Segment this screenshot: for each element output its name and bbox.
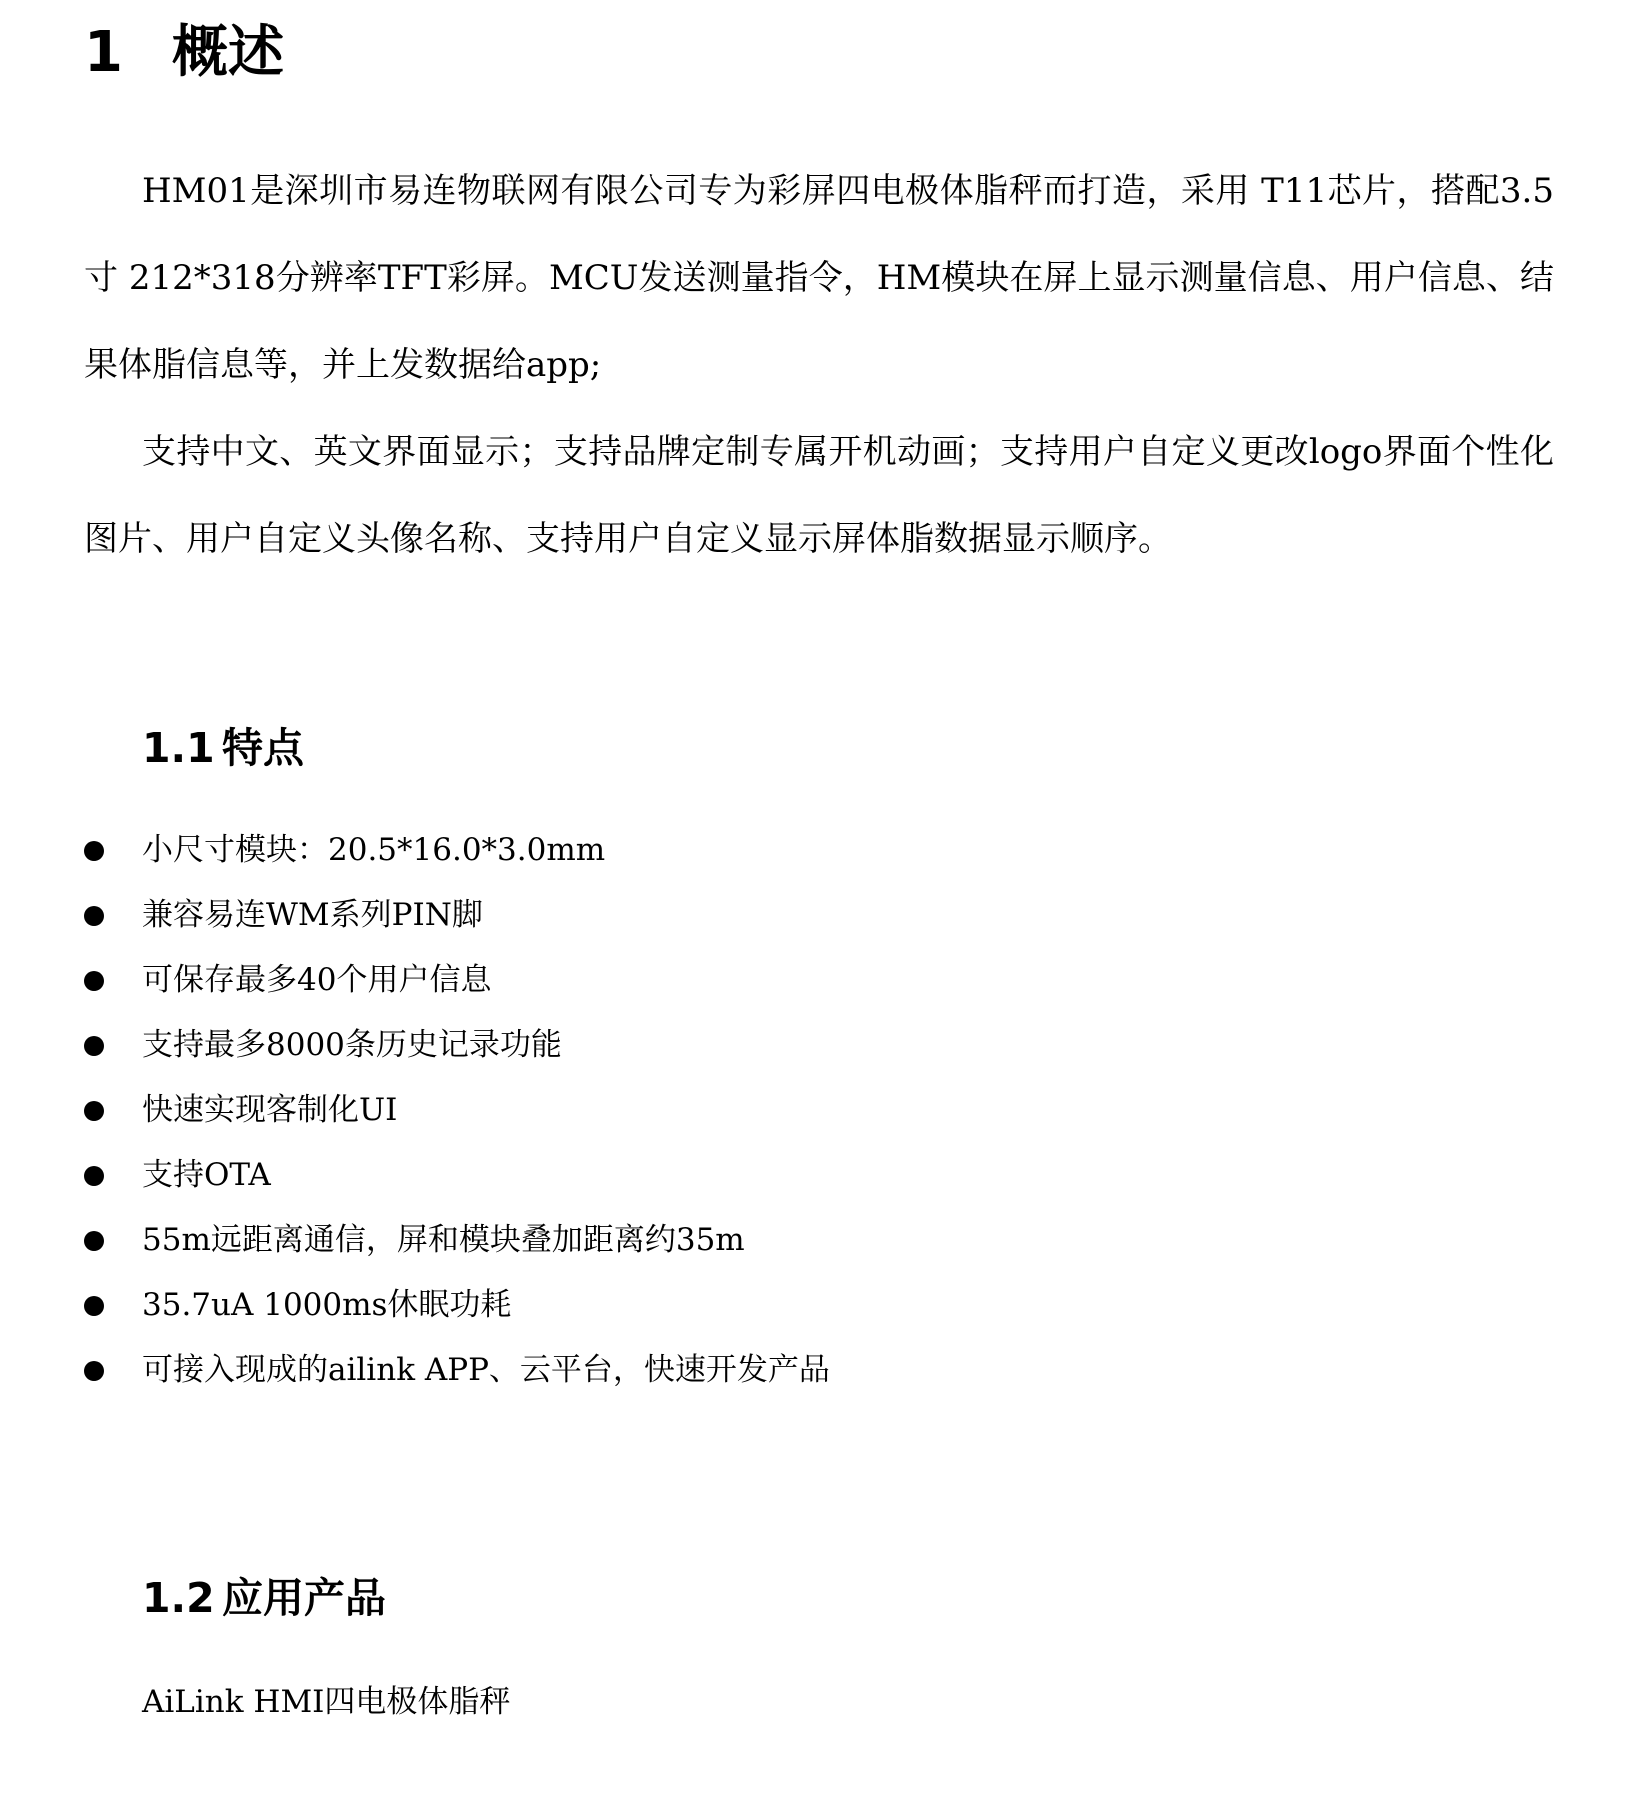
feature-list	[84, 818, 830, 1403]
list-item	[84, 1273, 830, 1338]
feature-text: 可保存最多40个用户信息	[142, 962, 492, 998]
subsection-title: 特点	[222, 724, 304, 772]
feature-text: 小尺寸模块：20.5*16.0*3.0mm	[142, 832, 606, 868]
section-heading-overview	[84, 18, 284, 88]
bullet-icon	[84, 1231, 104, 1251]
list-item	[84, 818, 830, 883]
list-item	[84, 1143, 830, 1208]
bullet-icon	[84, 1036, 104, 1056]
subsection-number: 1.2	[142, 1574, 215, 1622]
application-product-text: AiLink HMI四电极体脂秤	[142, 1684, 511, 1720]
bullet-icon	[84, 1101, 104, 1121]
list-item	[84, 1208, 830, 1273]
list-item	[84, 1078, 830, 1143]
bullet-icon	[84, 1166, 104, 1186]
subsection-title: 应用产品	[222, 1574, 386, 1622]
feature-text: 快速实现客制化UI	[142, 1092, 398, 1128]
feature-text: 支持最多8000条历史记录功能	[142, 1027, 562, 1063]
list-item	[84, 883, 830, 948]
feature-text: 可接入现成的ailink APP、云平台，快速开发产品	[142, 1352, 830, 1388]
bullet-icon	[84, 971, 104, 991]
list-item	[84, 1338, 830, 1403]
bullet-icon	[84, 1296, 104, 1316]
subsection-heading-applications	[142, 1570, 386, 1626]
subsection-heading-features	[142, 720, 304, 776]
subsection-number: 1.1	[142, 724, 215, 772]
section-title: 概述	[172, 20, 284, 85]
feature-text: 兼容易连WM系列PIN脚	[142, 897, 483, 933]
bullet-icon	[84, 841, 104, 861]
bullet-icon	[84, 1361, 104, 1381]
section-number: 1	[84, 20, 123, 85]
overview-paragraph-1: HM01是深圳市易连物联网有限公司专为彩屏四电极体脂秤而打造，采用 T11芯片，搭配3.5寸 212*318分辨率TFT彩屏。MCU发送测量指令，HM模块在屏上显示测量信息、用户信息、结果体脂信息等，并上发数据给app;	[84, 171, 1554, 385]
feature-text: 支持OTA	[142, 1157, 271, 1193]
list-item	[84, 948, 830, 1013]
list-item	[84, 1013, 830, 1078]
feature-text: 55m远距离通信，屏和模块叠加距离约35m	[142, 1222, 745, 1258]
feature-text: 35.7uA 1000ms休眠功耗	[142, 1287, 512, 1323]
bullet-icon	[84, 906, 104, 926]
overview-paragraph-2: 支持中文、英文界面显示；支持品牌定制专属开机动画；支持用户自定义更改logo界面个性化图片、用户自定义头像名称、支持用户自定义显示屏体脂数据显示顺序。	[84, 432, 1554, 559]
